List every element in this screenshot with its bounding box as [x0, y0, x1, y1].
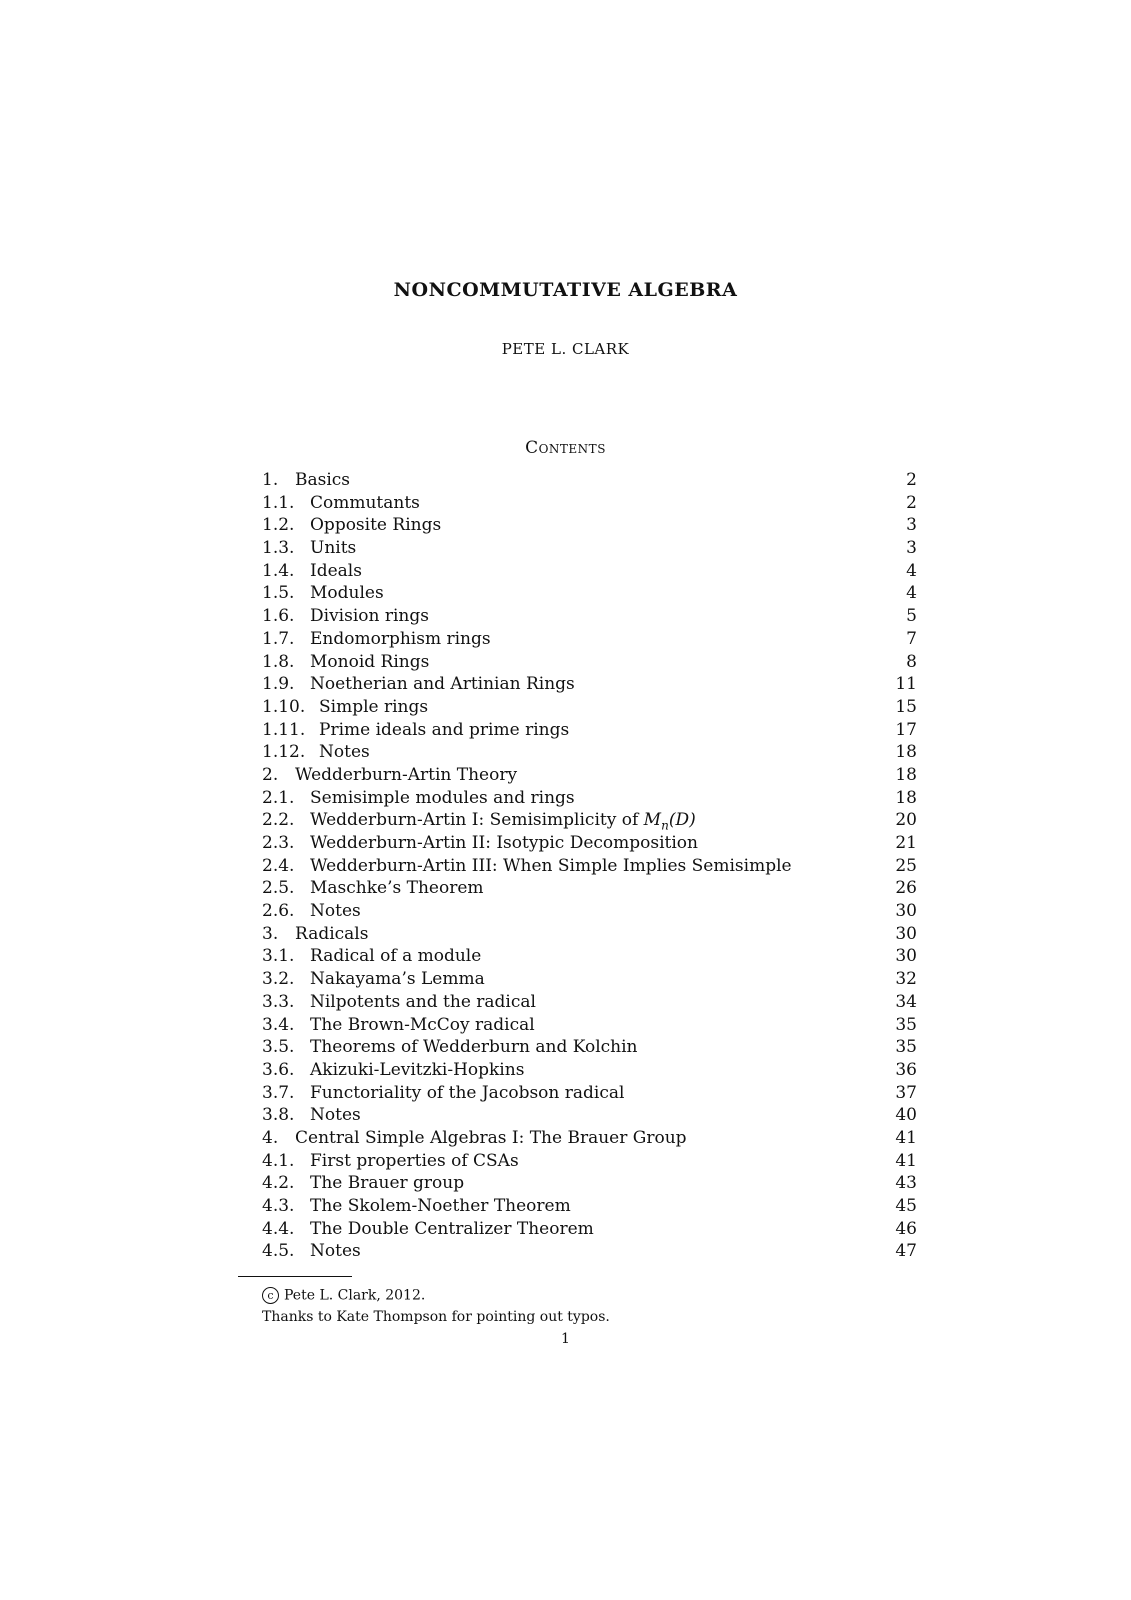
toc-entry[interactable] [262, 832, 917, 855]
math-symbol: M [643, 810, 662, 831]
toc-entry-label [262, 991, 536, 1014]
toc-entry[interactable] [262, 1240, 917, 1263]
toc-entry-label [262, 469, 350, 492]
toc-entry-page: 46 [895, 1218, 917, 1239]
toc-entry-math [643, 810, 696, 833]
toc-entry-label [262, 855, 792, 878]
toc-entry-number: 1.1. [262, 492, 295, 513]
toc-entry-title: Radical of a module [310, 946, 482, 967]
toc-entry-number: 4.4. [262, 1218, 295, 1239]
toc-entry[interactable] [262, 469, 917, 492]
toc-entry-title: Nilpotents and the radical [310, 991, 536, 1012]
toc-entry-number: 4.2. [262, 1173, 295, 1194]
page-number: 1 [561, 1331, 570, 1347]
toc-entry-label [262, 877, 484, 900]
toc-entry[interactable] [262, 651, 917, 674]
toc-entry-title: Prime ideals and prime rings [319, 719, 570, 740]
toc-entry[interactable] [262, 1172, 917, 1195]
toc-entry-page: 30 [895, 901, 917, 922]
toc-entry[interactable] [262, 719, 917, 742]
toc-entry-label [262, 537, 356, 560]
toc-entry-number: 3.7. [262, 1082, 295, 1103]
toc-entry-number: 4.5. [262, 1241, 295, 1262]
toc-entry[interactable] [262, 787, 917, 810]
toc-entry-page: 41 [895, 1127, 917, 1148]
toc-entry-number: 3.5. [262, 1037, 295, 1058]
toc-entry-title: Maschke’s Theorem [310, 878, 484, 899]
toc-entry-title: Notes [319, 742, 370, 763]
toc-entry-label [262, 945, 481, 968]
toc-entry-label [262, 1014, 535, 1037]
toc-entry-title: Basics [295, 470, 351, 490]
toc-entry-title: Commutants [310, 492, 420, 513]
toc-entry-label [262, 923, 368, 946]
toc-entry-label [262, 1240, 361, 1263]
toc-entry-page: 7 [906, 628, 917, 649]
toc-entry-label [262, 673, 575, 696]
toc-entry-title: Ideals [310, 560, 362, 581]
toc-entry-number: 1.5. [262, 583, 295, 604]
toc-entry-number: 2.3. [262, 833, 295, 853]
toc-entry-label [262, 492, 420, 515]
toc-entry-number: 3. [262, 923, 279, 944]
table-of-contents [262, 469, 917, 1263]
toc-entry-number: 3.8. [262, 1105, 295, 1126]
toc-entry[interactable] [262, 628, 917, 651]
toc-entry-title: The Skolem-Noether Theorem [310, 1196, 571, 1216]
toc-entry-page: 18 [895, 787, 917, 808]
toc-entry[interactable] [262, 1218, 917, 1241]
toc-entry-page: 4 [906, 560, 917, 581]
toc-entry-title: Semisimple modules and rings [310, 787, 575, 808]
toc-entry-page: 25 [895, 855, 917, 876]
toc-entry-page: 35 [895, 1037, 917, 1058]
toc-entry-label [262, 514, 441, 537]
toc-entry-title: The Brown-McCoy radical [310, 1014, 535, 1035]
toc-entry-number: 3.2. [262, 969, 295, 990]
toc-entry-number: 1.6. [262, 606, 295, 627]
toc-entry-number: 2.5. [262, 878, 295, 899]
toc-entry-label [262, 1082, 624, 1105]
toc-entry-title: Nakayama’s Lemma [310, 969, 485, 990]
toc-entry-page: 4 [906, 583, 917, 604]
toc-entry[interactable] [262, 923, 917, 946]
toc-entry-number: 2.6. [262, 901, 295, 922]
toc-entry[interactable] [262, 537, 917, 560]
toc-entry-title: Notes [310, 1105, 361, 1126]
toc-entry[interactable] [262, 1014, 917, 1037]
toc-entry-page: 35 [895, 1014, 917, 1035]
toc-entry-page: 32 [895, 969, 917, 990]
toc-entry-label [262, 832, 698, 855]
toc-entry[interactable] [262, 741, 917, 764]
toc-entry-page: 20 [895, 810, 917, 831]
toc-entry[interactable] [262, 900, 917, 923]
toc-entry-title: Wedderburn-Artin I: Semisimplicity of [310, 810, 644, 831]
toc-entry-title: Units [310, 538, 357, 559]
toc-entry-title: Wedderburn-Artin II: Isotypic Decomposition [310, 833, 698, 853]
toc-entry-title: Central Simple Algebras I: The Brauer Group [295, 1127, 687, 1148]
toc-entry-number: 1.8. [262, 651, 295, 672]
toc-entry[interactable] [262, 514, 917, 537]
toc-entry-label [262, 1195, 571, 1218]
toc-entry-label [262, 1172, 464, 1195]
toc-entry-page: 34 [895, 991, 917, 1012]
document-title: NONCOMMUTATIVE ALGEBRA [393, 279, 738, 301]
copyright-footnote [262, 1287, 425, 1304]
footnote-rule [238, 1276, 352, 1277]
math-subscript: n [661, 818, 669, 833]
toc-entry[interactable] [262, 968, 917, 991]
toc-entry[interactable] [262, 1036, 917, 1059]
toc-entry-page: 36 [895, 1059, 917, 1080]
toc-entry[interactable] [262, 855, 917, 878]
toc-entry-label [262, 605, 429, 628]
toc-entry[interactable] [262, 582, 917, 605]
toc-entry-title: Notes [310, 901, 361, 922]
toc-entry-page: 45 [895, 1196, 917, 1216]
toc-entry-number: 1.7. [262, 628, 295, 649]
copyright-text: Pete L. Clark, 2012. [284, 1287, 426, 1304]
toc-entry-label [262, 1036, 638, 1059]
toc-entry-title: Functoriality of the Jacobson radical [310, 1082, 625, 1103]
toc-entry-number: 1.12. [262, 742, 306, 763]
toc-entry-page: 17 [895, 719, 917, 740]
toc-entry-page: 3 [906, 538, 917, 559]
toc-entry-number: 4. [262, 1127, 279, 1148]
toc-entry[interactable] [262, 809, 917, 832]
toc-entry[interactable] [262, 991, 917, 1014]
toc-entry-number: 4.1. [262, 1150, 295, 1171]
toc-entry-page: 37 [895, 1082, 917, 1103]
toc-entry-label [262, 787, 575, 810]
toc-entry-page: 30 [895, 923, 917, 944]
toc-entry-label [262, 1127, 687, 1150]
copyright-icon: c [262, 1287, 279, 1304]
toc-entry-number: 2. [262, 764, 279, 785]
toc-entry-title: Monoid Rings [310, 651, 430, 672]
toc-entry-number: 3.4. [262, 1014, 295, 1035]
math-argument: (D) [668, 810, 696, 831]
toc-entry-label [262, 900, 361, 923]
toc-entry-title: Wedderburn-Artin III: When Simple Implies Semisimple [310, 855, 792, 876]
toc-entry-label [262, 719, 569, 742]
thanks-footnote: Thanks to Kate Thompson for pointing out typos. [262, 1309, 610, 1325]
toc-entry-page: 5 [906, 606, 917, 627]
toc-entry[interactable] [262, 1195, 917, 1218]
toc-entry[interactable] [262, 673, 917, 696]
toc-entry[interactable] [262, 1059, 917, 1082]
toc-entry[interactable] [262, 605, 917, 628]
toc-entry-number: 3.6. [262, 1059, 295, 1080]
toc-entry-page: 43 [895, 1173, 917, 1194]
toc-entry-number: 3.3. [262, 991, 295, 1012]
toc-entry-label [262, 1218, 594, 1241]
toc-entry-number: 2.1. [262, 787, 295, 808]
toc-entry[interactable] [262, 877, 917, 900]
toc-entry-label [262, 764, 517, 787]
toc-entry-page: 26 [895, 878, 917, 899]
toc-entry-page: 18 [895, 764, 917, 785]
toc-entry-number: 1. [262, 470, 279, 490]
toc-entry-number: 1.4. [262, 560, 295, 581]
toc-entry-title: Division rings [310, 606, 429, 627]
toc-entry-page: 11 [895, 674, 917, 695]
toc-entry-page: 2 [906, 492, 917, 513]
toc-entry-title: Modules [310, 583, 384, 604]
toc-entry-title: Akizuki-Levitzki-Hopkins [310, 1059, 525, 1080]
toc-entry[interactable] [262, 1127, 917, 1150]
toc-entry-label [262, 809, 696, 832]
toc-entry[interactable] [262, 1104, 917, 1127]
toc-entry-label [262, 582, 384, 605]
toc-entry-title: The Brauer group [310, 1173, 465, 1194]
toc-entry-number: 1.11. [262, 719, 306, 740]
toc-entry-title: Radicals [295, 923, 369, 944]
toc-entry-label [262, 651, 429, 674]
toc-entry-number: 1.9. [262, 674, 295, 695]
toc-entry[interactable] [262, 1150, 917, 1173]
toc-entry-title: Noetherian and Artinian Rings [310, 674, 575, 695]
toc-entry-title: Endomorphism rings [310, 628, 491, 649]
toc-entry-title: Opposite Rings [310, 515, 442, 536]
toc-entry-number: 1.2. [262, 515, 295, 536]
toc-entry[interactable] [262, 696, 917, 719]
toc-entry-number: 2.2. [262, 810, 295, 831]
toc-entry[interactable] [262, 945, 917, 968]
toc-entry-number: 2.4. [262, 855, 295, 876]
toc-entry[interactable] [262, 492, 917, 515]
toc-entry-title: First properties of CSAs [310, 1150, 519, 1171]
toc-entry[interactable] [262, 560, 917, 583]
author-name: PETE L. CLARK [501, 340, 630, 358]
toc-entry-number: 1.3. [262, 538, 295, 559]
toc-entry-page: 2 [906, 470, 917, 490]
toc-entry-title: Theorems of Wedderburn and Kolchin [310, 1037, 638, 1058]
toc-entry[interactable] [262, 1082, 917, 1105]
toc-entry-page: 18 [895, 742, 917, 763]
toc-entry-number: 4.3. [262, 1196, 295, 1216]
toc-entry-label [262, 628, 491, 651]
toc-entry-page: 15 [895, 696, 917, 717]
toc-entry-label [262, 741, 370, 764]
toc-entry-title: The Double Centralizer Theorem [310, 1218, 594, 1239]
toc-entry-title: Simple rings [319, 696, 429, 717]
toc-entry-title: Wedderburn-Artin Theory [295, 764, 518, 785]
toc-entry-label [262, 560, 362, 583]
toc-entry-title: Notes [310, 1241, 361, 1262]
toc-entry-page: 3 [906, 515, 917, 536]
toc-entry-label [262, 968, 485, 991]
toc-entry-page: 41 [895, 1150, 917, 1171]
toc-entry-label [262, 1059, 524, 1082]
toc-entry[interactable] [262, 764, 917, 787]
toc-entry-page: 40 [895, 1105, 917, 1126]
toc-entry-page: 47 [895, 1241, 917, 1262]
toc-entry-page: 21 [895, 833, 917, 853]
toc-entry-label [262, 1104, 361, 1127]
toc-entry-label [262, 696, 428, 719]
toc-entry-page: 30 [895, 946, 917, 967]
toc-entry-label [262, 1150, 519, 1173]
toc-entry-page: 8 [906, 651, 917, 672]
toc-entry-number: 3.1. [262, 946, 295, 967]
toc-entry-number: 1.10. [262, 696, 306, 717]
contents-heading: Contents [525, 438, 606, 458]
